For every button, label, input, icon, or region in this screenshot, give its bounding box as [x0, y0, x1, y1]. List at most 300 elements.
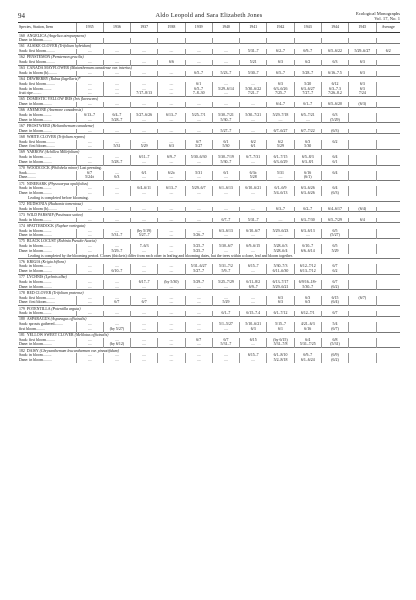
table-cell: ....	[240, 102, 267, 107]
species-name: ANEMONE	[26, 108, 48, 113]
table-cell: 5/1–5/27	[212, 322, 239, 327]
species-latin-name: (Trifolium repens)	[56, 134, 86, 139]
table-cell: ....	[185, 60, 212, 65]
row-label: Dane: in bloom.........	[19, 248, 52, 253]
species-name: YARROW	[26, 150, 45, 155]
species-number: 179	[19, 306, 25, 311]
table-cell: 6/7	[185, 338, 212, 343]
species-number: 165	[19, 97, 25, 102]
table-cell: 5/4–6/13	[267, 191, 294, 196]
table-cell: 6/1	[131, 171, 158, 176]
table-cell: ....	[158, 102, 185, 107]
table-cell: 6/6–6/14	[294, 249, 321, 254]
table-cell: ....	[185, 218, 212, 223]
table-cell: ....	[158, 249, 185, 254]
table-cell: ....	[267, 218, 294, 223]
table-cell: ....	[240, 160, 267, 165]
table-cell: ....	[76, 264, 103, 269]
table-cell: ....	[131, 249, 158, 254]
table-cell: ....	[185, 353, 212, 358]
table-cell: ....	[103, 322, 130, 327]
table-cell: ....	[185, 300, 212, 305]
table-cell: ....	[131, 285, 158, 290]
table-cell: (by 6/12)	[103, 342, 130, 347]
table-cell: ....	[158, 285, 185, 290]
species-latin-name: (Hudsonia tomentosa)	[47, 202, 83, 206]
table-cell: ....	[131, 353, 158, 358]
table-cell: 6/4	[349, 218, 376, 223]
species-name: WILD PARSNIP	[26, 212, 55, 217]
row-label: Sauk.........	[19, 170, 36, 175]
table-cell: 6/5	[321, 229, 348, 234]
table-cell: ....	[131, 296, 158, 301]
table-cell: 5/29–6/7	[185, 186, 212, 191]
table-cell: 6/13–7	[158, 113, 185, 118]
table-cell: ....	[240, 342, 267, 347]
row-label: Sauk: in bloom.........	[19, 113, 52, 118]
table-cell: (6/4)	[349, 207, 376, 212]
table-cell: 6/1	[212, 140, 239, 145]
table-cell: 6/7	[321, 311, 348, 316]
table-cell: ....	[76, 353, 103, 358]
table-cell: ....	[240, 191, 267, 196]
table-cell: 6/2	[240, 140, 267, 145]
table-cell: 5/28–7	[294, 71, 321, 76]
species-number: 168	[19, 134, 25, 139]
table-cell: 6/3–6/29	[267, 160, 294, 165]
table-cell: ....	[103, 71, 130, 76]
column-header: 1942	[267, 23, 294, 33]
table-cell: (6/2)	[321, 285, 348, 290]
table-cell: ....	[76, 191, 103, 196]
table-cell: ....	[212, 91, 239, 96]
table-cell: (6/3)	[321, 191, 348, 196]
table-cell: 6/3	[349, 71, 376, 76]
phenology-table	[18, 22, 400, 363]
table-cell: ....	[158, 129, 185, 134]
table-cell: 6/1–7/15	[267, 155, 294, 160]
table-cell: ....	[185, 327, 212, 332]
note-text: Leafing is completed before blooming.	[28, 195, 89, 200]
table-cell: (6/2)	[321, 358, 348, 363]
table-cell: ....	[185, 358, 212, 363]
table-cell: ....	[185, 175, 212, 180]
table-cell: ....	[103, 102, 130, 107]
species-latin-name: (Melilotus officinalis)	[74, 333, 109, 338]
table-cell: 6/3–7	[267, 207, 294, 212]
table-cell: 5/31–7/2	[212, 264, 239, 269]
table-cell: 6/1–6/24	[294, 358, 321, 363]
table-cell: ....	[103, 82, 130, 87]
species-latin-name: (Angelica atropurpurea)	[47, 33, 86, 38]
table-cell: ....	[103, 140, 130, 145]
table-cell: 6/16	[294, 327, 321, 332]
table-cell: ....	[131, 82, 158, 87]
species-name: SPATTERDOCK	[26, 223, 55, 228]
table-cell: 5/29–6/14	[212, 87, 239, 92]
table-cell: ....	[131, 338, 158, 343]
table-cell: 6/10–6/7	[240, 229, 267, 234]
table-cell: ....	[103, 229, 130, 234]
species-latin-name: (Trifolium hybridum)	[58, 44, 92, 49]
table-cell: ....	[76, 140, 103, 145]
note-text: Leafing is completed by the blooming period. Clones (thickets) differ from each other in leafing and blooming dates, but the trees within a clone, leaf and bloom together.	[28, 253, 293, 258]
table-cell: 6/1	[240, 144, 267, 149]
table-cell: ....	[103, 285, 130, 290]
table-cell: (by 5/27)	[103, 327, 130, 332]
table-cell: 6/4–6/11	[131, 186, 158, 191]
species-latin-name: (Maianthemum canadense var. interius)	[69, 66, 132, 71]
table-cell: ....	[158, 233, 185, 238]
table-cell: ....	[103, 186, 130, 191]
row-label: Dane: in bloom.........	[19, 358, 52, 363]
table-cell: 6/5–8/3	[294, 155, 321, 160]
table-cell: 6/5–7	[185, 71, 212, 76]
table-cell: ....	[158, 322, 185, 327]
journal-volume: Vol. 17, No. 1	[374, 16, 400, 22]
table-cell: 6/4	[321, 186, 348, 191]
table-cell: (6/7)	[349, 296, 376, 301]
species-name: PENSTEMON	[26, 55, 52, 60]
species-name: DEWBERRY	[26, 77, 50, 82]
column-header: 1943	[294, 23, 321, 33]
table-cell: ....	[185, 342, 212, 347]
table-cell: 5/31–7	[212, 342, 239, 347]
table-cell: ....	[158, 49, 185, 54]
table-cell: ....	[103, 207, 130, 212]
table-cell: ....	[76, 60, 103, 65]
table-cell: ....	[131, 129, 158, 134]
table-cell: 5/30–6/30	[185, 155, 212, 160]
table-cell: (5/31)	[321, 342, 348, 347]
row-label: Dane: first bloom.........	[19, 144, 56, 149]
table-cell: 5/26–7	[185, 233, 212, 238]
table-cell: ....	[103, 91, 130, 96]
table-cell: 5/25–7	[185, 244, 212, 249]
table-cell: 6/3	[267, 300, 294, 305]
table-cell: ....	[240, 82, 267, 87]
table-cell: 5/27	[185, 144, 212, 149]
table-cell: ....	[76, 249, 103, 254]
species-number: 163	[19, 66, 25, 71]
row-label: Sauk: in bloom.........	[19, 280, 52, 285]
column-header: 1937	[131, 23, 158, 33]
table-cell: ....	[103, 129, 130, 134]
row-label: Dane: in bloom.........	[19, 342, 52, 347]
species-name: BLACK LOCUST	[26, 239, 58, 244]
table-cell: 6/3	[267, 60, 294, 65]
table-cell: ....	[212, 175, 239, 180]
table-cell: 6/4–7	[103, 113, 130, 118]
table-cell: (6/9)	[321, 353, 348, 358]
table-cell: ....	[185, 285, 212, 290]
table-cell: ....	[76, 296, 103, 301]
species-number: 173	[19, 212, 25, 217]
table-cell: 5/31–7/8	[267, 342, 294, 347]
table-cell: 6/4	[321, 171, 348, 176]
table-cell: 5/27–7	[185, 269, 212, 274]
table-cell: 5/30–6/7	[212, 244, 239, 249]
table-cell: ....	[131, 264, 158, 269]
table-cell: ....	[185, 311, 212, 316]
table-cell: (5/27)	[321, 233, 348, 238]
table-cell: 5/21	[240, 60, 267, 65]
table-cell: (by 5/30)	[158, 280, 185, 285]
row-label: Dane: in bloom.........	[19, 128, 52, 133]
species-latin-name: (Penstemon gracilis)	[51, 55, 84, 60]
table-cell: 6/7	[321, 280, 348, 285]
table-cell: 6/5–7	[185, 87, 212, 92]
table-cell: 6/17–7	[131, 280, 158, 285]
table-body	[18, 33, 400, 363]
species-name: HUDSONIA	[26, 202, 48, 206]
table-cell: 6/3–6/13	[294, 229, 321, 234]
table-cell: ....	[158, 353, 185, 358]
table-cell: 6/13–7/17	[267, 280, 294, 285]
row-label: Sauk: first bloom.........	[19, 60, 55, 65]
species-number: 176	[19, 259, 25, 264]
table-cell: ....	[131, 160, 158, 165]
table-cell: ....	[76, 322, 103, 327]
table-cell: 6/9–7	[240, 285, 267, 290]
table-cell: 6/3	[158, 144, 185, 149]
table-cell: 6/2	[376, 49, 400, 54]
table-cell: ....	[212, 191, 239, 196]
table-cell	[349, 358, 376, 363]
table-cell: ....	[158, 87, 185, 92]
table-cell: 7–6/3	[131, 244, 158, 249]
table-cell: 5/29–6/21	[267, 285, 294, 290]
table-cell: 6/1–7	[294, 102, 321, 107]
table-cell: ....	[76, 338, 103, 343]
species-number: 171	[19, 181, 25, 186]
table-cell: ....	[131, 207, 158, 212]
table-cell: 6/3	[321, 60, 348, 65]
table-cell: ....	[76, 311, 103, 316]
table-cell: 5/28–7	[103, 160, 130, 165]
species-latin-name: (Physocarpus opulifolius)	[47, 181, 89, 186]
table-cell: ....	[76, 129, 103, 134]
table-cell: 7/26–8.2	[321, 91, 348, 96]
table-cell: ....	[185, 191, 212, 196]
table-cell: 6/3±	[240, 171, 267, 176]
table-cell: ....	[131, 87, 158, 92]
table-cell: 5/30–6/22	[240, 87, 267, 92]
row-label: Sauk: in bloom.........	[19, 264, 52, 269]
table-cell: ....	[103, 87, 130, 92]
table-cell: 6/3–6/27	[294, 87, 321, 92]
species-number: 180	[19, 317, 25, 322]
species-number: 174	[19, 223, 25, 228]
row-label: Sauk: in bloom.........	[19, 311, 52, 316]
table-cell: ....	[158, 71, 185, 76]
table-cell: (6/4)	[321, 300, 348, 305]
species-latin-name: (Anemone canadensis)	[47, 108, 83, 113]
table-cell: 6/5–6/20	[321, 102, 348, 107]
table-cell: 6/9/16–18+	[294, 280, 321, 285]
table-cell: ....	[185, 296, 212, 301]
table-cell: 5/29–6/23	[267, 229, 294, 234]
species-number: 167	[19, 123, 25, 128]
column-header: 1940	[212, 23, 239, 33]
table-cell: ....	[212, 296, 239, 301]
table-cell: ....	[267, 118, 294, 123]
table-cell: 6/1–8/10	[267, 353, 294, 358]
table-cell: ....	[158, 140, 185, 145]
species-number: 162	[19, 55, 25, 60]
table-cell: 7–8–30	[185, 91, 212, 96]
row-label: Dane: in bloom.........	[19, 284, 52, 289]
table-cell: ....	[294, 233, 321, 238]
table-cell: ....	[294, 118, 321, 123]
table-cell: 6/7	[131, 300, 158, 305]
table-cell: ....	[212, 358, 239, 363]
row-label: Sauk: in bloom.........	[19, 244, 52, 249]
table-cell: ....	[158, 229, 185, 234]
table-cell: 6/3	[240, 327, 267, 332]
species-number: 172	[19, 202, 25, 206]
table-cell: 6/15	[240, 338, 267, 343]
table-cell: 5/30–7	[294, 285, 321, 290]
species-number: 175	[19, 239, 25, 244]
table-cell: ....	[158, 191, 185, 196]
table-cell: 6/16–7.5	[321, 71, 348, 76]
running-title: Aldo Leopold and Sara Elizabeth Jones	[155, 12, 263, 19]
table-cell: 6/2–7	[294, 207, 321, 212]
table-cell: 6/5–7/29	[321, 218, 348, 223]
table-cell: 6/3–8/1	[294, 160, 321, 165]
table-cell: ....	[240, 129, 267, 134]
table-cell: (5/29)	[321, 118, 348, 123]
table-cell: ....	[158, 269, 185, 274]
table-cell: 5/25–7	[185, 249, 212, 254]
table-cell: 6/7–7	[212, 218, 239, 223]
table-cell: ....	[131, 102, 158, 107]
table-cell: 6/3–7.3	[321, 87, 348, 92]
table-cell: ....	[267, 233, 294, 238]
table-cell: ....	[103, 155, 130, 160]
row-label: Sauk: first bloom.........	[19, 337, 55, 342]
table-cell: 6/3–6/26	[267, 87, 294, 92]
species-latin-name: (Helianthemum canadense)	[51, 123, 95, 128]
table-cell: ....	[76, 102, 103, 107]
table-cell: 6/9–6/15	[240, 244, 267, 249]
column-header: 1936	[103, 23, 130, 33]
table-cell: ....	[158, 311, 185, 316]
species-name: WHITE CLOVER	[26, 134, 57, 139]
table-cell: ....	[103, 358, 130, 363]
species-name: DOMESTIC YELLOW IRIS	[26, 97, 74, 102]
column-header: 1935	[76, 23, 103, 33]
table-cell: ....	[185, 322, 212, 327]
table-cell: ....	[158, 82, 185, 87]
table-cell: ....	[103, 311, 130, 316]
table-cell: ....	[212, 233, 239, 238]
table-cell: ....	[240, 358, 267, 363]
table-cell: 7/21–7	[240, 91, 267, 96]
table-cell: 6/2±	[158, 171, 185, 176]
column-header-label: Species, Station, Item	[18, 23, 76, 33]
table-cell: 7/24	[349, 91, 376, 96]
table-cell: ....	[185, 118, 212, 123]
table-cell: 5/10–6/21	[240, 322, 267, 327]
table-cell: ....	[76, 186, 103, 191]
species-latin-name: (Pastinaca sativa)	[54, 212, 83, 217]
table-cell: ....	[212, 82, 239, 87]
species-name: FROSTWEED	[26, 123, 52, 128]
table-cell: 6/7	[103, 300, 130, 305]
table-cell: ....	[76, 269, 103, 274]
table-cell: 5/25–7/1	[185, 113, 212, 118]
table-cell: ....	[131, 218, 158, 223]
table-cell: 6/3–7/30	[294, 218, 321, 223]
table-cell: 6/9–7	[294, 49, 321, 54]
table-cell: 5/27–6/26	[131, 113, 158, 118]
species-latin-name: (Asparagus officinalis)	[50, 317, 87, 322]
species-name: ANGELICA	[26, 33, 48, 38]
table-cell: 5/29–7/18	[267, 113, 294, 118]
table-cell: 5/24±	[76, 175, 103, 180]
table-cell: ....	[212, 249, 239, 254]
species-latin-name: (Nuphar variegata)	[54, 223, 86, 228]
row-label: Sauk: in bloom.........	[19, 217, 52, 222]
table-cell: ....	[131, 327, 158, 332]
row-label: Dane: in bloom.........	[19, 102, 52, 107]
row-label: Sauk: in bloom.........	[19, 86, 52, 91]
table-cell: ....	[212, 60, 239, 65]
species-name: KRIGIA	[26, 259, 42, 264]
table-cell: 6/5–6/22	[321, 49, 348, 54]
table-cell: 6/10–7	[103, 269, 130, 274]
table-cell: 6/1	[212, 171, 239, 176]
table-cell: 5/31–7	[103, 233, 130, 238]
species-latin-name: (Trifolium pratense)	[52, 290, 84, 295]
table-cell: ....	[76, 233, 103, 238]
table-cell: 6/7–7/22	[294, 129, 321, 134]
species-latin-name: (Robinia Pseudo-Acacia)	[57, 239, 97, 244]
table-cell: 6/10–6/21	[240, 186, 267, 191]
table-cell: 5/29	[267, 144, 294, 149]
row-label: Sauk: in bloom.........	[19, 155, 52, 160]
table-cell: 5/30–7/21	[240, 113, 267, 118]
table-cell: ....	[131, 140, 158, 145]
table-cell: 5/29	[321, 249, 348, 254]
table-cell: ....	[158, 175, 185, 180]
table-cell: 6/12–7/1	[294, 311, 321, 316]
column-header: 1944	[321, 23, 348, 33]
table-cell: ....	[131, 269, 158, 274]
table-cell: 6/3	[321, 113, 348, 118]
table-cell: ....	[103, 338, 130, 343]
table-cell: 5/20	[294, 82, 321, 87]
table-cell: 6/3	[349, 60, 376, 65]
table-cell: 6/3–6/13	[212, 229, 239, 234]
table-cell: ....	[76, 229, 103, 234]
table-row	[18, 358, 400, 363]
table-cell: 6/4–7	[267, 102, 294, 107]
table-cell: ....	[131, 49, 158, 54]
table-cell: ....	[76, 244, 103, 249]
table-cell: 6/13–7/12	[294, 269, 321, 274]
table-cell: ....	[158, 160, 185, 165]
species-latin-name: (Krigia biflora)	[41, 259, 66, 264]
table-cell: 6/15–7	[240, 353, 267, 358]
table-cell: 5/30–7	[212, 118, 239, 123]
table-cell: ....	[158, 338, 185, 343]
table-cell: 5/9–7	[212, 269, 239, 274]
table-cell: 6/11–6/30	[267, 269, 294, 274]
table-cell: ....	[76, 342, 103, 347]
